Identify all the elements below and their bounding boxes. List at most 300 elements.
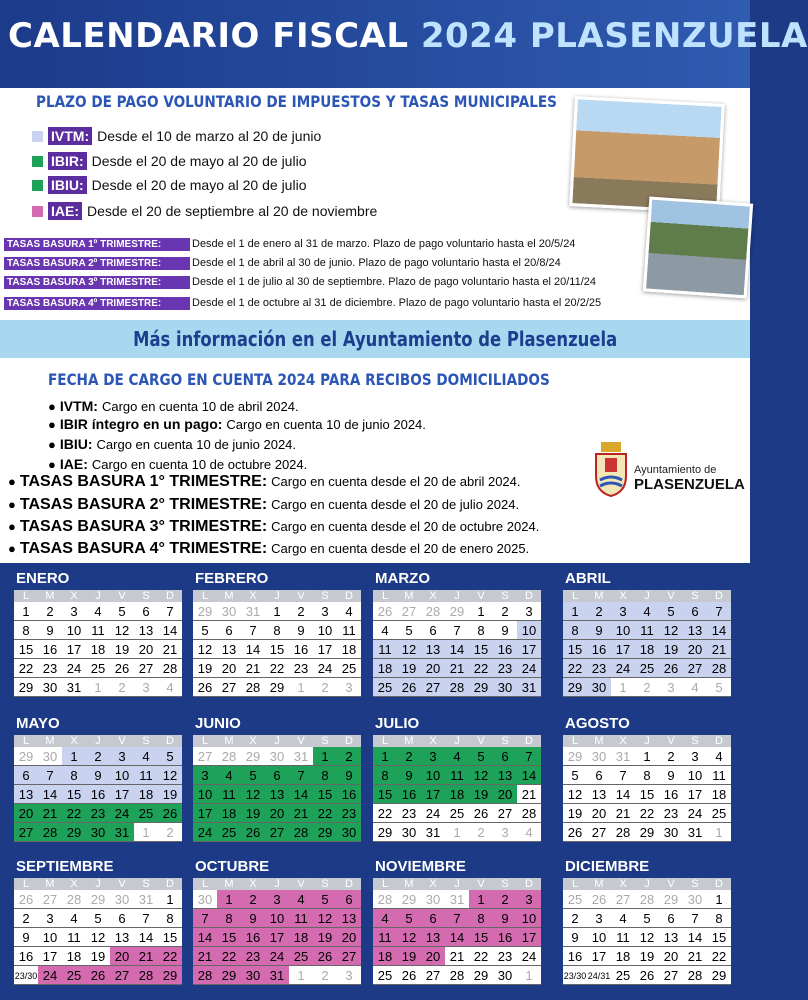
day-cell: 26 bbox=[86, 966, 110, 985]
weekday-header: V bbox=[469, 878, 493, 890]
day-cell: 18 bbox=[134, 785, 158, 804]
cargo-label: IBIU: bbox=[59, 436, 93, 452]
day-cell: 30 bbox=[110, 890, 134, 909]
weekday-header: M bbox=[217, 878, 241, 890]
bullet-icon: ● bbox=[48, 399, 56, 414]
tax-period: Desde el 20 de mayo al 20 de julio bbox=[91, 177, 307, 193]
day-cell: 3 bbox=[110, 747, 134, 766]
weekday-header: X bbox=[611, 735, 635, 747]
day-cell: 12 bbox=[635, 928, 659, 947]
month-name: DICIEMBRE bbox=[565, 858, 650, 875]
day-cell: 28 bbox=[445, 678, 469, 697]
day-cell: 29 bbox=[14, 747, 38, 766]
day-cell: 6 bbox=[421, 621, 445, 640]
day-cell: 10 bbox=[265, 909, 289, 928]
day-cell: 18 bbox=[611, 947, 635, 966]
weekday-header: S bbox=[134, 735, 158, 747]
day-cell: 21 bbox=[683, 947, 707, 966]
day-cell: 30 bbox=[217, 602, 241, 621]
weekday-header: V bbox=[469, 735, 493, 747]
day-cell: 16 bbox=[241, 928, 265, 947]
day-cell: 1 bbox=[289, 678, 313, 697]
day-cell: 3 bbox=[683, 747, 707, 766]
weekday-header: V bbox=[659, 735, 683, 747]
month-grid bbox=[373, 590, 541, 697]
cargo-text: Cargo en cuenta desde el 20 de octubre 2024. bbox=[271, 519, 540, 534]
day-cell: 6 bbox=[134, 602, 158, 621]
weekday-header: S bbox=[683, 878, 707, 890]
day-cell: 23/30 bbox=[14, 966, 38, 985]
day-cell: 6 bbox=[217, 621, 241, 640]
day-cell: 2 bbox=[337, 747, 361, 766]
basura-text: Desde el 1 de julio al 30 de septiembre. Plazo de pago voluntario hasta el 20/11/24 bbox=[192, 276, 597, 288]
weekday-header: X bbox=[421, 590, 445, 602]
weekday-header: J bbox=[86, 590, 110, 602]
day-cell: 1 bbox=[158, 890, 182, 909]
weekday-header: L bbox=[14, 878, 38, 890]
month-noviembre bbox=[373, 858, 541, 985]
day-cell: 17 bbox=[683, 785, 707, 804]
weekday-header: M bbox=[38, 735, 62, 747]
day-cell: 13 bbox=[134, 621, 158, 640]
day-cell: 23 bbox=[337, 804, 361, 823]
day-cell: 15 bbox=[635, 785, 659, 804]
day-cell: 26 bbox=[397, 966, 421, 985]
weekday-header: J bbox=[86, 878, 110, 890]
month-septiembre bbox=[14, 858, 182, 985]
day-cell: 10 bbox=[313, 621, 337, 640]
day-cell: 8 bbox=[217, 909, 241, 928]
day-cell: 2 bbox=[158, 823, 182, 842]
day-cell: 29 bbox=[217, 966, 241, 985]
day-cell: 28 bbox=[611, 823, 635, 842]
day-cell: 14 bbox=[241, 640, 265, 659]
day-cell: 18 bbox=[337, 640, 361, 659]
day-cell: 3 bbox=[38, 909, 62, 928]
day-cell: 7 bbox=[38, 766, 62, 785]
day-cell: 29 bbox=[659, 890, 683, 909]
day-cell: 16 bbox=[86, 785, 110, 804]
bullet-icon: ● bbox=[48, 457, 56, 472]
day-cell: 30 bbox=[587, 678, 611, 697]
day-cell: 23 bbox=[289, 659, 313, 678]
weekday-header: L bbox=[14, 590, 38, 602]
day-cell: 2 bbox=[563, 909, 587, 928]
weekday-header: D bbox=[707, 735, 731, 747]
day-cell: 28 bbox=[421, 602, 445, 621]
cargo-label: TASAS BASURA 1° TRIMESTRE: bbox=[19, 473, 268, 490]
weekday-header: V bbox=[469, 590, 493, 602]
weekday-header: X bbox=[611, 590, 635, 602]
day-cell: 11 bbox=[635, 621, 659, 640]
day-cell: 4 bbox=[134, 747, 158, 766]
day-cell: 9 bbox=[14, 928, 38, 947]
day-cell: 30 bbox=[659, 823, 683, 842]
day-cell: 29 bbox=[86, 890, 110, 909]
day-cell: 3 bbox=[62, 602, 86, 621]
day-cell: 2 bbox=[493, 890, 517, 909]
day-cell: 18 bbox=[289, 928, 313, 947]
day-cell: 7 bbox=[193, 909, 217, 928]
day-cell: 1 bbox=[517, 966, 541, 985]
weekday-header: M bbox=[397, 590, 421, 602]
day-cell: 23 bbox=[493, 947, 517, 966]
day-cell: 7 bbox=[289, 766, 313, 785]
day-cell: 9 bbox=[38, 621, 62, 640]
day-cell: 30 bbox=[587, 747, 611, 766]
weekday-header: J bbox=[635, 878, 659, 890]
weekday-header: D bbox=[337, 878, 361, 890]
month-name: NOVIEMBRE bbox=[375, 858, 466, 875]
cargo-label: TASAS BASURA 2° TRIMESTRE: bbox=[19, 496, 268, 513]
month-octubre bbox=[193, 858, 361, 985]
day-cell: 12 bbox=[313, 909, 337, 928]
month-name: OCTUBRE bbox=[195, 858, 270, 875]
weekday-header: M bbox=[587, 878, 611, 890]
weekday-header: D bbox=[158, 735, 182, 747]
basura-label: TASAS BASURA 1º TRIMESTRE: bbox=[4, 238, 190, 251]
day-cell: 31 bbox=[445, 890, 469, 909]
weekday-header: D bbox=[517, 878, 541, 890]
cargo-item bbox=[8, 473, 521, 491]
day-cell: 6 bbox=[683, 602, 707, 621]
day-cell: 4 bbox=[62, 909, 86, 928]
day-cell: 29 bbox=[635, 823, 659, 842]
day-cell: 12 bbox=[563, 785, 587, 804]
day-cell: 18 bbox=[62, 947, 86, 966]
day-cell: 3 bbox=[587, 909, 611, 928]
weekday-header: X bbox=[241, 878, 265, 890]
day-cell: 10 bbox=[62, 621, 86, 640]
day-cell: 11 bbox=[445, 766, 469, 785]
day-cell: 14 bbox=[38, 785, 62, 804]
weekday-header: D bbox=[337, 590, 361, 602]
day-cell: 1 bbox=[62, 747, 86, 766]
weekday-header: L bbox=[373, 590, 397, 602]
weekday-header: J bbox=[265, 878, 289, 890]
day-cell: 2 bbox=[397, 747, 421, 766]
day-cell: 11 bbox=[86, 621, 110, 640]
day-cell: 22 bbox=[469, 947, 493, 966]
day-cell: 2 bbox=[659, 747, 683, 766]
day-cell: 15 bbox=[217, 928, 241, 947]
day-cell: 13 bbox=[110, 928, 134, 947]
month-name: MAYO bbox=[16, 715, 60, 732]
day-cell: 22 bbox=[707, 947, 731, 966]
page-title bbox=[8, 16, 808, 56]
day-cell: 16 bbox=[563, 947, 587, 966]
day-cell: 5 bbox=[563, 766, 587, 785]
day-cell: 30 bbox=[337, 823, 361, 842]
weekday-header: J bbox=[445, 735, 469, 747]
day-cell: 14 bbox=[683, 928, 707, 947]
day-cell: 3 bbox=[193, 766, 217, 785]
day-cell: 26 bbox=[110, 659, 134, 678]
day-cell: 24 bbox=[421, 804, 445, 823]
day-cell: 1 bbox=[265, 602, 289, 621]
day-cell: 18 bbox=[707, 785, 731, 804]
month-junio bbox=[193, 715, 361, 842]
basura-row bbox=[4, 236, 575, 252]
day-cell: 19 bbox=[241, 804, 265, 823]
day-cell: 11 bbox=[289, 909, 313, 928]
day-cell: 30 bbox=[193, 890, 217, 909]
day-cell: 23 bbox=[493, 659, 517, 678]
day-cell: 12 bbox=[193, 640, 217, 659]
day-cell: 5 bbox=[193, 621, 217, 640]
day-cell: 30 bbox=[421, 890, 445, 909]
day-cell: 13 bbox=[265, 785, 289, 804]
weekday-header: L bbox=[193, 590, 217, 602]
day-cell: 24 bbox=[110, 804, 134, 823]
day-cell: 18 bbox=[635, 640, 659, 659]
tax-label: IBIR: bbox=[48, 152, 87, 170]
day-cell: 26 bbox=[14, 890, 38, 909]
day-cell: 10 bbox=[517, 909, 541, 928]
tax-ibir bbox=[32, 151, 306, 171]
day-cell: 2 bbox=[313, 678, 337, 697]
day-cell: 15 bbox=[62, 785, 86, 804]
day-cell: 24 bbox=[265, 947, 289, 966]
month-grid bbox=[193, 590, 361, 697]
day-cell: 17 bbox=[193, 804, 217, 823]
day-cell: 7 bbox=[134, 909, 158, 928]
day-cell: 31 bbox=[241, 602, 265, 621]
day-cell: 7 bbox=[611, 766, 635, 785]
day-cell: 3 bbox=[265, 890, 289, 909]
title-main: CALENDARIO FISCAL bbox=[8, 16, 409, 56]
day-cell: 23 bbox=[659, 804, 683, 823]
month-grid bbox=[14, 735, 182, 842]
day-cell: 12 bbox=[397, 640, 421, 659]
day-cell: 29 bbox=[445, 602, 469, 621]
day-cell: 10 bbox=[38, 928, 62, 947]
day-cell: 27 bbox=[337, 947, 361, 966]
day-cell: 11 bbox=[373, 928, 397, 947]
day-cell: 28 bbox=[134, 966, 158, 985]
weekday-header: D bbox=[517, 590, 541, 602]
day-cell: 13 bbox=[659, 928, 683, 947]
day-cell: 20 bbox=[110, 947, 134, 966]
day-cell: 17 bbox=[611, 640, 635, 659]
cargo-item bbox=[48, 416, 426, 432]
day-cell: 20 bbox=[493, 785, 517, 804]
ayuntamiento-name: PLASENZUELA bbox=[634, 476, 745, 493]
day-cell: 5 bbox=[397, 621, 421, 640]
day-cell: 26 bbox=[659, 659, 683, 678]
weekday-header: J bbox=[86, 735, 110, 747]
day-cell: 30 bbox=[493, 678, 517, 697]
day-cell: 4 bbox=[289, 890, 313, 909]
tax-ivtm bbox=[32, 126, 321, 146]
day-cell: 23 bbox=[86, 804, 110, 823]
day-cell: 30 bbox=[683, 890, 707, 909]
tax-period: Desde el 10 de marzo al 20 de junio bbox=[97, 128, 322, 144]
basura-label: TASAS BASURA 2º TRIMESTRE: bbox=[4, 257, 190, 270]
day-cell: 17 bbox=[517, 928, 541, 947]
color-swatch bbox=[32, 156, 43, 167]
day-cell: 18 bbox=[373, 659, 397, 678]
day-cell: 20 bbox=[421, 947, 445, 966]
info-banner bbox=[0, 320, 750, 358]
weekday-header: X bbox=[62, 878, 86, 890]
day-cell: 31 bbox=[517, 678, 541, 697]
day-cell: 12 bbox=[659, 621, 683, 640]
day-cell: 4 bbox=[158, 678, 182, 697]
weekday-header: L bbox=[373, 878, 397, 890]
day-cell: 11 bbox=[62, 928, 86, 947]
day-cell: 21 bbox=[707, 640, 731, 659]
day-cell: 27 bbox=[38, 890, 62, 909]
plazo-heading: PLAZO DE PAGO VOLUNTARIO DE IMPUESTOS Y TASAS MUNICIPALES bbox=[36, 92, 557, 111]
day-cell: 20 bbox=[587, 804, 611, 823]
day-cell: 26 bbox=[397, 678, 421, 697]
tax-period: Desde el 20 de septiembre al 20 de noviembre bbox=[87, 203, 378, 219]
day-cell: 13 bbox=[14, 785, 38, 804]
day-cell: 25 bbox=[635, 659, 659, 678]
tax-period: Desde el 20 de mayo al 20 de julio bbox=[91, 153, 307, 169]
day-cell: 3 bbox=[337, 966, 361, 985]
day-cell: 20 bbox=[659, 947, 683, 966]
day-cell: 5 bbox=[397, 909, 421, 928]
day-cell: 29 bbox=[62, 823, 86, 842]
day-cell: 27 bbox=[110, 966, 134, 985]
day-cell: 25 bbox=[134, 804, 158, 823]
day-cell: 4 bbox=[445, 747, 469, 766]
cargo-label: IBIR íntegro en un pago: bbox=[59, 416, 223, 432]
day-cell: 14 bbox=[134, 928, 158, 947]
day-cell: 3 bbox=[313, 602, 337, 621]
day-cell: 17 bbox=[313, 640, 337, 659]
day-cell: 27 bbox=[193, 747, 217, 766]
day-cell: 14 bbox=[158, 621, 182, 640]
cargo-label: TASAS BASURA 4° TRIMESTRE: bbox=[19, 540, 268, 557]
day-cell: 26 bbox=[563, 823, 587, 842]
day-cell: 21 bbox=[193, 947, 217, 966]
month-diciembre bbox=[563, 858, 731, 985]
day-cell: 5 bbox=[707, 678, 731, 697]
cargo-label: IVTM: bbox=[59, 398, 98, 414]
day-cell: 15 bbox=[14, 640, 38, 659]
weekday-header: D bbox=[517, 735, 541, 747]
day-cell: 12 bbox=[158, 766, 182, 785]
cargo-item bbox=[8, 540, 529, 558]
day-cell: 20 bbox=[337, 928, 361, 947]
day-cell: 18 bbox=[373, 947, 397, 966]
day-cell: 4 bbox=[86, 602, 110, 621]
weekday-header: M bbox=[587, 735, 611, 747]
day-cell: 29 bbox=[563, 747, 587, 766]
day-cell: 1 bbox=[373, 747, 397, 766]
cargo-item bbox=[48, 436, 296, 452]
day-cell: 13 bbox=[337, 909, 361, 928]
day-cell: 23 bbox=[38, 659, 62, 678]
day-cell: 27 bbox=[421, 678, 445, 697]
day-cell: 27 bbox=[611, 890, 635, 909]
day-cell: 25 bbox=[86, 659, 110, 678]
day-cell: 28 bbox=[517, 804, 541, 823]
month-febrero bbox=[193, 570, 361, 697]
day-cell: 1 bbox=[313, 747, 337, 766]
day-cell: 13 bbox=[683, 621, 707, 640]
month-abril bbox=[563, 570, 731, 697]
day-cell: 12 bbox=[469, 766, 493, 785]
day-cell: 25 bbox=[289, 947, 313, 966]
day-cell: 28 bbox=[635, 890, 659, 909]
day-cell: 1 bbox=[469, 890, 493, 909]
day-cell: 10 bbox=[110, 766, 134, 785]
cargo-item bbox=[8, 518, 539, 536]
day-cell: 3 bbox=[517, 890, 541, 909]
day-cell: 7 bbox=[707, 602, 731, 621]
basura-text: Desde el 1 de abril al 30 de junio. Plazo de pago voluntario hasta el 20/8/24 bbox=[192, 257, 561, 269]
day-cell: 4 bbox=[635, 602, 659, 621]
day-cell: 26 bbox=[373, 602, 397, 621]
day-cell: 29 bbox=[158, 966, 182, 985]
weekday-header: S bbox=[493, 590, 517, 602]
day-cell: 17 bbox=[62, 640, 86, 659]
day-cell: 6 bbox=[14, 766, 38, 785]
day-cell: 21 bbox=[134, 947, 158, 966]
day-cell: 28 bbox=[158, 659, 182, 678]
cargo-heading: FECHA DE CARGO EN CUENTA 2024 PARA RECIBOS DOMICILIADOS bbox=[48, 370, 550, 389]
weekday-header: M bbox=[587, 590, 611, 602]
day-cell: 28 bbox=[241, 678, 265, 697]
tax-ibiu bbox=[32, 175, 306, 195]
bullet-icon: ● bbox=[8, 519, 16, 534]
day-cell: 8 bbox=[707, 909, 731, 928]
month-agosto bbox=[563, 715, 731, 842]
day-cell: 10 bbox=[611, 621, 635, 640]
day-cell: 31 bbox=[421, 823, 445, 842]
weekday-header: D bbox=[158, 590, 182, 602]
day-cell: 25 bbox=[373, 678, 397, 697]
day-cell: 21 bbox=[517, 785, 541, 804]
weekday-header: M bbox=[397, 735, 421, 747]
weekday-header: V bbox=[110, 590, 134, 602]
day-cell: 26 bbox=[313, 947, 337, 966]
day-cell: 7 bbox=[445, 909, 469, 928]
day-cell: 13 bbox=[217, 640, 241, 659]
day-cell: 29 bbox=[563, 678, 587, 697]
day-cell: 12 bbox=[86, 928, 110, 947]
day-cell: 16 bbox=[659, 785, 683, 804]
day-cell: 21 bbox=[445, 947, 469, 966]
day-cell: 3 bbox=[134, 678, 158, 697]
day-cell: 15 bbox=[469, 640, 493, 659]
day-cell: 11 bbox=[337, 621, 361, 640]
title-year-town: 2024 PLASENZUELA bbox=[420, 16, 808, 56]
bullet-icon: ● bbox=[8, 541, 16, 556]
day-cell: 6 bbox=[110, 909, 134, 928]
day-cell: 9 bbox=[241, 909, 265, 928]
day-cell: 16 bbox=[493, 640, 517, 659]
weekday-header: V bbox=[289, 735, 313, 747]
weekday-header: L bbox=[193, 878, 217, 890]
month-mayo bbox=[14, 715, 182, 842]
day-cell: 7 bbox=[517, 747, 541, 766]
day-cell: 23 bbox=[587, 659, 611, 678]
day-cell: 13 bbox=[421, 928, 445, 947]
day-cell: 6 bbox=[337, 890, 361, 909]
bullet-icon: ● bbox=[8, 497, 16, 512]
month-name: ABRIL bbox=[565, 570, 611, 587]
day-cell: 31 bbox=[611, 747, 635, 766]
day-cell: 31 bbox=[134, 890, 158, 909]
day-cell: 16 bbox=[14, 947, 38, 966]
weekday-header: V bbox=[110, 878, 134, 890]
day-cell: 22 bbox=[158, 947, 182, 966]
